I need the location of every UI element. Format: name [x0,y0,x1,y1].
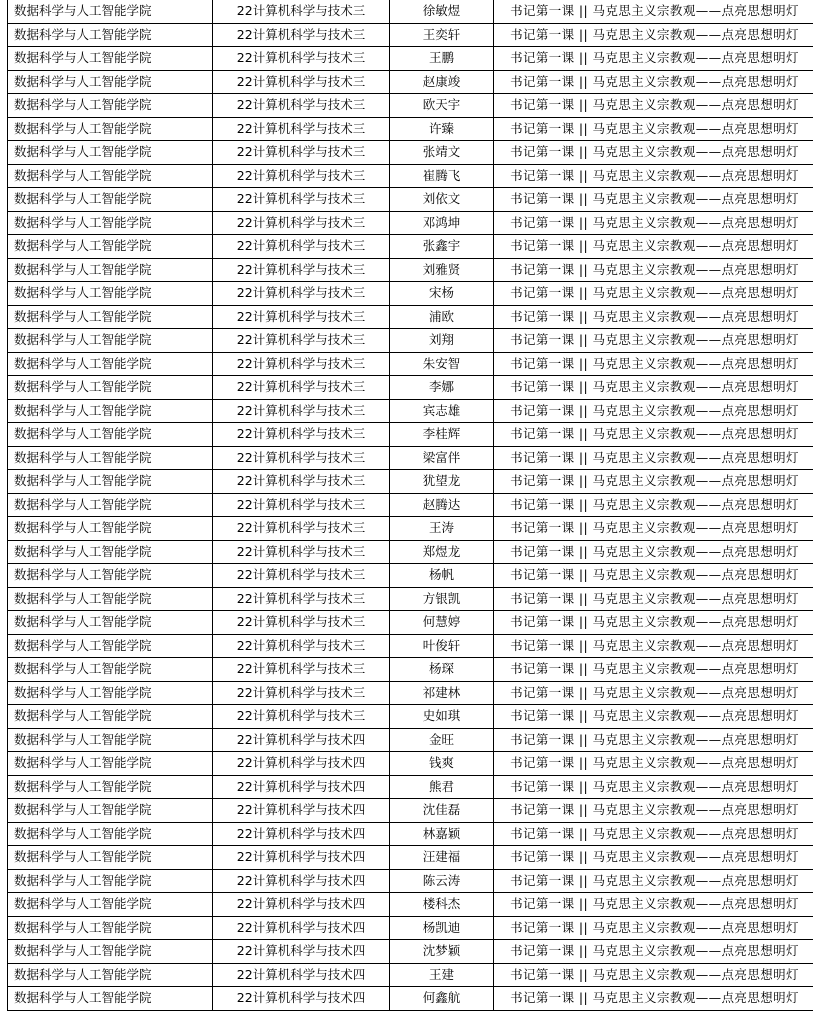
class-cell: 22计算机科学与技术三 [213,329,390,353]
table-row [8,23,813,47]
college-cell: 数据科学与人工智能学院 [8,564,213,588]
college-cell: 数据科学与人工智能学院 [8,916,213,940]
table-row [8,517,813,541]
college-cell: 数据科学与人工智能学院 [8,658,213,682]
course-title-cell: 书记第一课 || 马克思主义宗教观——点亮思想明灯 [494,728,813,752]
student-name-cell: 李娜 [390,376,494,400]
college-cell: 数据科学与人工智能学院 [8,681,213,705]
course-title-cell: 书记第一课 || 马克思主义宗教观——点亮思想明灯 [494,329,813,353]
college-cell: 数据科学与人工智能学院 [8,634,213,658]
student-name-cell: 郑煜龙 [390,540,494,564]
course-title-cell: 书记第一课 || 马克思主义宗教观——点亮思想明灯 [494,893,813,917]
college-cell: 数据科学与人工智能学院 [8,728,213,752]
course-title-cell: 书记第一课 || 马克思主义宗教观——点亮思想明灯 [494,0,813,23]
student-name-cell: 刘雅贤 [390,258,494,282]
student-name-cell: 熊君 [390,775,494,799]
student-name-cell: 何慧婷 [390,611,494,635]
college-cell: 数据科学与人工智能学院 [8,963,213,987]
table-row [8,775,813,799]
class-cell: 22计算机科学与技术四 [213,775,390,799]
college-cell: 数据科学与人工智能学院 [8,799,213,823]
class-cell: 22计算机科学与技术四 [213,822,390,846]
table-row [8,681,813,705]
class-cell: 22计算机科学与技术三 [213,258,390,282]
course-title-cell: 书记第一课 || 马克思主义宗教观——点亮思想明灯 [494,940,813,964]
student-name-cell: 朱安智 [390,352,494,376]
course-title-cell: 书记第一课 || 马克思主义宗教观——点亮思想明灯 [494,634,813,658]
college-cell: 数据科学与人工智能学院 [8,470,213,494]
student-name-cell: 汪建福 [390,846,494,870]
table-row [8,493,813,517]
college-cell: 数据科学与人工智能学院 [8,352,213,376]
course-title-cell: 书记第一课 || 马克思主义宗教观——点亮思想明灯 [494,47,813,71]
student-name-cell: 钱爽 [390,752,494,776]
class-cell: 22计算机科学与技术三 [213,376,390,400]
table-row [8,305,813,329]
student-name-cell: 杨琛 [390,658,494,682]
college-cell: 数据科学与人工智能学院 [8,940,213,964]
college-cell: 数据科学与人工智能学院 [8,752,213,776]
course-title-cell: 书记第一课 || 马克思主义宗教观——点亮思想明灯 [494,70,813,94]
course-title-cell: 书记第一课 || 马克思主义宗教观——点亮思想明灯 [494,376,813,400]
class-cell: 22计算机科学与技术三 [213,94,390,118]
class-cell: 22计算机科学与技术三 [213,188,390,212]
college-cell: 数据科学与人工智能学院 [8,493,213,517]
class-cell: 22计算机科学与技术三 [213,305,390,329]
table-row [8,940,813,964]
student-name-cell: 崔腾飞 [390,164,494,188]
class-cell: 22计算机科学与技术三 [213,399,390,423]
college-cell: 数据科学与人工智能学院 [8,517,213,541]
course-title-cell: 书记第一课 || 马克思主义宗教观——点亮思想明灯 [494,517,813,541]
class-cell: 22计算机科学与技术三 [213,70,390,94]
table-row [8,987,813,1011]
table-row [8,329,813,353]
course-title-cell: 书记第一课 || 马克思主义宗教观——点亮思想明灯 [494,799,813,823]
course-title-cell: 书记第一课 || 马克思主义宗教观——点亮思想明灯 [494,235,813,259]
table-row [8,446,813,470]
college-cell: 数据科学与人工智能学院 [8,258,213,282]
table-row [8,376,813,400]
class-cell: 22计算机科学与技术三 [213,705,390,729]
class-cell: 22计算机科学与技术四 [213,728,390,752]
student-name-cell: 陈云涛 [390,869,494,893]
class-cell: 22计算机科学与技术四 [213,869,390,893]
student-name-cell: 金旺 [390,728,494,752]
student-name-cell: 邓鸿坤 [390,211,494,235]
student-name-cell: 楼科杰 [390,893,494,917]
course-title-cell: 书记第一课 || 马克思主义宗教观——点亮思想明灯 [494,305,813,329]
class-cell: 22计算机科学与技术四 [213,940,390,964]
table-body [8,0,813,1010]
course-title-cell: 书记第一课 || 马克思主义宗教观——点亮思想明灯 [494,963,813,987]
course-title-cell: 书记第一课 || 马克思主义宗教观——点亮思想明灯 [494,564,813,588]
course-title-cell: 书记第一课 || 马克思主义宗教观——点亮思想明灯 [494,987,813,1011]
class-cell: 22计算机科学与技术三 [213,211,390,235]
class-cell: 22计算机科学与技术四 [213,916,390,940]
course-title-cell: 书记第一课 || 马克思主义宗教观——点亮思想明灯 [494,681,813,705]
table-row [8,117,813,141]
course-title-cell: 书记第一课 || 马克思主义宗教观——点亮思想明灯 [494,399,813,423]
course-title-cell: 书记第一课 || 马克思主义宗教观——点亮思想明灯 [494,752,813,776]
college-cell: 数据科学与人工智能学院 [8,869,213,893]
class-cell: 22计算机科学与技术三 [213,470,390,494]
table-row [8,211,813,235]
table-row [8,564,813,588]
college-cell: 数据科学与人工智能学院 [8,705,213,729]
college-cell: 数据科学与人工智能学院 [8,188,213,212]
class-cell: 22计算机科学与技术四 [213,799,390,823]
student-name-cell: 欧天宇 [390,94,494,118]
table-row [8,611,813,635]
college-cell: 数据科学与人工智能学院 [8,611,213,635]
college-cell: 数据科学与人工智能学院 [8,164,213,188]
student-name-cell: 张靖文 [390,141,494,165]
college-cell: 数据科学与人工智能学院 [8,540,213,564]
student-name-cell: 宾志雄 [390,399,494,423]
table-row [8,399,813,423]
table-row [8,164,813,188]
course-title-cell: 书记第一课 || 马克思主义宗教观——点亮思想明灯 [494,23,813,47]
class-cell: 22计算机科学与技术四 [213,846,390,870]
class-cell: 22计算机科学与技术四 [213,893,390,917]
class-cell: 22计算机科学与技术三 [213,611,390,635]
college-cell: 数据科学与人工智能学院 [8,211,213,235]
college-cell: 数据科学与人工智能学院 [8,423,213,447]
college-cell: 数据科学与人工智能学院 [8,282,213,306]
college-cell: 数据科学与人工智能学院 [8,987,213,1011]
course-title-cell: 书记第一课 || 马克思主义宗教观——点亮思想明灯 [494,705,813,729]
student-name-cell: 王奕轩 [390,23,494,47]
college-cell: 数据科学与人工智能学院 [8,846,213,870]
table-row [8,799,813,823]
student-name-cell: 叶俊轩 [390,634,494,658]
class-cell: 22计算机科学与技术四 [213,752,390,776]
student-name-cell: 宋杨 [390,282,494,306]
table-row [8,893,813,917]
table-row [8,94,813,118]
course-title-cell: 书记第一课 || 马克思主义宗教观——点亮思想明灯 [494,141,813,165]
table-row [8,728,813,752]
course-title-cell: 书记第一课 || 马克思主义宗教观——点亮思想明灯 [494,470,813,494]
college-cell: 数据科学与人工智能学院 [8,141,213,165]
table-row [8,869,813,893]
college-cell: 数据科学与人工智能学院 [8,117,213,141]
class-cell: 22计算机科学与技术四 [213,987,390,1011]
table-row [8,470,813,494]
class-cell: 22计算机科学与技术三 [213,446,390,470]
table-row [8,658,813,682]
college-cell: 数据科学与人工智能学院 [8,399,213,423]
student-name-cell: 何鑫航 [390,987,494,1011]
course-title-cell: 书记第一课 || 马克思主义宗教观——点亮思想明灯 [494,258,813,282]
college-cell: 数据科学与人工智能学院 [8,0,213,23]
college-cell: 数据科学与人工智能学院 [8,47,213,71]
class-cell: 22计算机科学与技术三 [213,634,390,658]
student-name-cell: 张鑫宇 [390,235,494,259]
table-row [8,235,813,259]
table-row [8,423,813,447]
class-cell: 22计算机科学与技术三 [213,681,390,705]
course-title-cell: 书记第一课 || 马克思主义宗教观——点亮思想明灯 [494,869,813,893]
class-cell: 22计算机科学与技术三 [213,493,390,517]
student-name-cell: 王涛 [390,517,494,541]
class-cell: 22计算机科学与技术三 [213,352,390,376]
table-row [8,70,813,94]
course-title-cell: 书记第一课 || 马克思主义宗教观——点亮思想明灯 [494,188,813,212]
college-cell: 数据科学与人工智能学院 [8,587,213,611]
class-cell: 22计算机科学与技术三 [213,47,390,71]
college-cell: 数据科学与人工智能学院 [8,235,213,259]
student-name-cell: 赵腾达 [390,493,494,517]
student-name-cell: 方银凯 [390,587,494,611]
student-name-cell: 杨帆 [390,564,494,588]
college-cell: 数据科学与人工智能学院 [8,376,213,400]
college-cell: 数据科学与人工智能学院 [8,329,213,353]
student-name-cell: 祁建林 [390,681,494,705]
college-cell: 数据科学与人工智能学院 [8,893,213,917]
course-title-cell: 书记第一课 || 马克思主义宗教观——点亮思想明灯 [494,916,813,940]
class-cell: 22计算机科学与技术三 [213,164,390,188]
course-title-cell: 书记第一课 || 马克思主义宗教观——点亮思想明灯 [494,587,813,611]
course-title-cell: 书记第一课 || 马克思主义宗教观——点亮思想明灯 [494,423,813,447]
student-name-cell: 许臻 [390,117,494,141]
table-row [8,705,813,729]
student-name-cell: 徐敏煜 [390,0,494,23]
college-cell: 数据科学与人工智能学院 [8,446,213,470]
college-cell: 数据科学与人工智能学院 [8,94,213,118]
class-cell: 22计算机科学与技术三 [213,540,390,564]
college-cell: 数据科学与人工智能学院 [8,305,213,329]
class-cell: 22计算机科学与技术三 [213,658,390,682]
class-cell: 22计算机科学与技术三 [213,517,390,541]
table-row [8,47,813,71]
class-cell: 22计算机科学与技术三 [213,235,390,259]
college-cell: 数据科学与人工智能学院 [8,775,213,799]
course-title-cell: 书记第一课 || 马克思主义宗教观——点亮思想明灯 [494,658,813,682]
table-row [8,540,813,564]
class-cell: 22计算机科学与技术三 [213,141,390,165]
student-name-cell: 沈佳磊 [390,799,494,823]
student-name-cell: 李桂辉 [390,423,494,447]
table-row [8,963,813,987]
class-cell: 22计算机科学与技术四 [213,963,390,987]
class-cell: 22计算机科学与技术三 [213,423,390,447]
student-name-cell: 林嘉颖 [390,822,494,846]
college-cell: 数据科学与人工智能学院 [8,23,213,47]
course-title-cell: 书记第一课 || 马克思主义宗教观——点亮思想明灯 [494,164,813,188]
class-cell: 22计算机科学与技术三 [213,117,390,141]
table-row [8,822,813,846]
course-title-cell: 书记第一课 || 马克思主义宗教观——点亮思想明灯 [494,282,813,306]
course-title-cell: 书记第一课 || 马克思主义宗教观——点亮思想明灯 [494,611,813,635]
course-title-cell: 书记第一课 || 马克思主义宗教观——点亮思想明灯 [494,493,813,517]
student-name-cell: 浦欧 [390,305,494,329]
student-name-cell: 赵康竣 [390,70,494,94]
table-row [8,752,813,776]
student-name-cell: 刘依文 [390,188,494,212]
attendance-table [7,0,813,1011]
course-title-cell: 书记第一课 || 马克思主义宗教观——点亮思想明灯 [494,94,813,118]
student-name-cell: 梁富伴 [390,446,494,470]
table-row [8,141,813,165]
class-cell: 22计算机科学与技术三 [213,587,390,611]
student-name-cell: 王建 [390,963,494,987]
table-row [8,916,813,940]
student-name-cell: 刘翔 [390,329,494,353]
table-row [8,634,813,658]
student-name-cell: 杨凯迪 [390,916,494,940]
course-title-cell: 书记第一课 || 马克思主义宗教观——点亮思想明灯 [494,211,813,235]
college-cell: 数据科学与人工智能学院 [8,70,213,94]
course-title-cell: 书记第一课 || 马克思主义宗教观——点亮思想明灯 [494,352,813,376]
table-row [8,352,813,376]
course-title-cell: 书记第一课 || 马克思主义宗教观——点亮思想明灯 [494,822,813,846]
student-name-cell: 沈梦颖 [390,940,494,964]
college-cell: 数据科学与人工智能学院 [8,822,213,846]
course-title-cell: 书记第一课 || 马克思主义宗教观——点亮思想明灯 [494,117,813,141]
class-cell: 22计算机科学与技术三 [213,0,390,23]
student-name-cell: 王鹏 [390,47,494,71]
table-row [8,846,813,870]
table-row [8,282,813,306]
table-row [8,587,813,611]
table-row [8,258,813,282]
class-cell: 22计算机科学与技术三 [213,564,390,588]
class-cell: 22计算机科学与技术三 [213,282,390,306]
course-title-cell: 书记第一课 || 马克思主义宗教观——点亮思想明灯 [494,540,813,564]
table-row [8,188,813,212]
student-name-cell: 史如琪 [390,705,494,729]
course-title-cell: 书记第一课 || 马克思主义宗教观——点亮思想明灯 [494,775,813,799]
student-name-cell: 犹望龙 [390,470,494,494]
course-title-cell: 书记第一课 || 马克思主义宗教观——点亮思想明灯 [494,446,813,470]
table-row [8,0,813,23]
class-cell: 22计算机科学与技术三 [213,23,390,47]
course-title-cell: 书记第一课 || 马克思主义宗教观——点亮思想明灯 [494,846,813,870]
